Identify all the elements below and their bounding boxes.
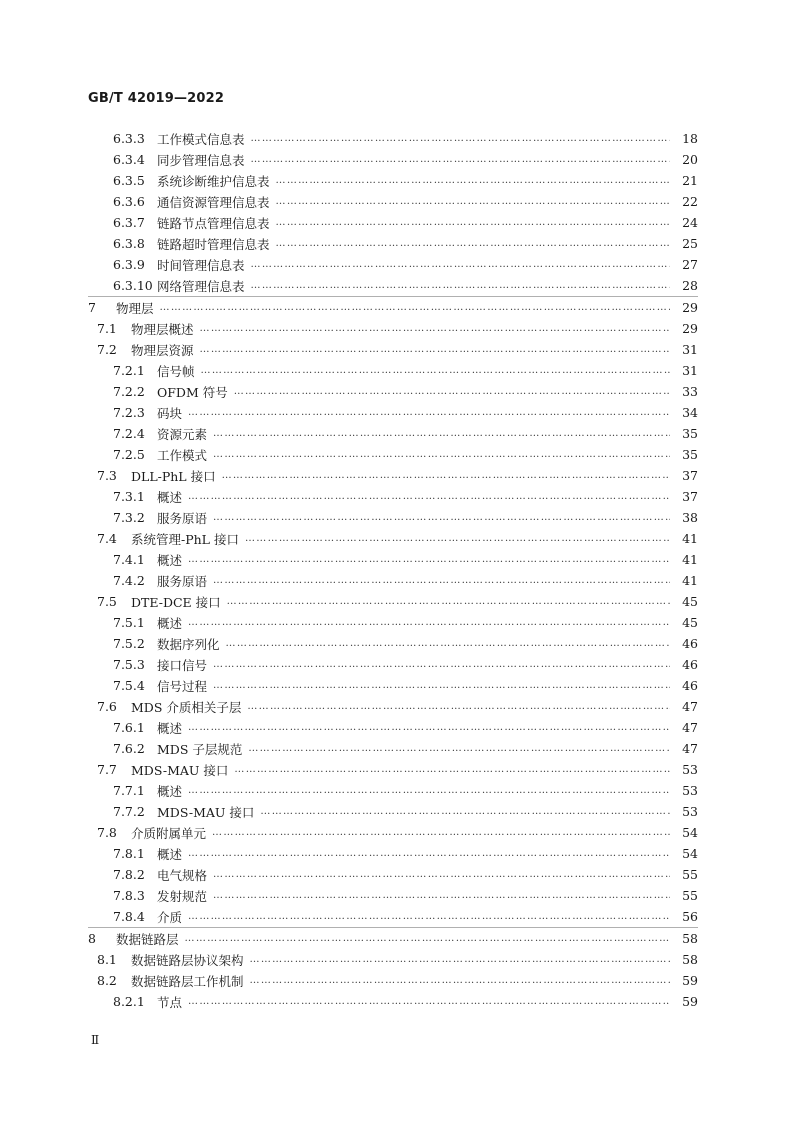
toc-entry[interactable]	[88, 991, 698, 1012]
toc-entry-title: 时间管理信息表	[157, 257, 245, 273]
toc-entry-number: 7.2.3	[113, 405, 145, 420]
toc-dot-leader	[250, 949, 670, 970]
toc-entry-title: 同步管理信息表	[157, 152, 245, 168]
toc-entry-number: 7.6	[97, 699, 117, 714]
toc-entry-title: 数据链路层	[116, 931, 179, 947]
toc-entry-page: 45	[682, 615, 698, 630]
toc-entry[interactable]	[88, 423, 698, 444]
toc-entry-title: 数据序列化	[157, 636, 220, 652]
toc-entry[interactable]	[88, 212, 698, 233]
toc-entry-page: 46	[682, 636, 698, 651]
toc-entry-number: 6.3.6	[113, 194, 145, 209]
toc-entry-number: 7.8.1	[113, 846, 145, 861]
document-id-header: GB/T 42019—2022	[88, 91, 225, 106]
toc-entry[interactable]	[88, 906, 698, 927]
toc-entry-number: 7.5.4	[113, 678, 145, 693]
toc-entry-page: 46	[682, 678, 698, 693]
toc-entry[interactable]	[88, 717, 698, 738]
toc-entry-number: 7.7	[97, 762, 117, 777]
toc-entry-page: 38	[682, 510, 698, 525]
toc-entry[interactable]	[88, 318, 698, 339]
toc-dot-leader	[213, 885, 670, 906]
toc-entry-title: MDS-MAU 接口	[157, 804, 255, 820]
toc-dot-leader	[276, 212, 670, 233]
toc-entry-title: 系统诊断维护信息表	[157, 173, 270, 189]
toc-entry-page: 27	[682, 257, 698, 272]
toc-entry-number: 7.5.1	[113, 615, 145, 630]
toc-entry-number: 7.2.4	[113, 426, 145, 441]
toc-entry-title: 物理层概述	[131, 321, 194, 337]
toc-entry[interactable]	[88, 927, 698, 949]
toc-entry-title: 服务原语	[157, 510, 208, 526]
toc-entry-number: 7.6.1	[113, 720, 145, 735]
toc-entry-title: MDS-MAU 接口	[131, 762, 229, 778]
toc-entry-title: 通信资源管理信息表	[157, 194, 270, 210]
toc-entry-page: 29	[682, 321, 698, 336]
toc-dot-leader	[188, 549, 670, 570]
toc-dot-leader	[188, 612, 670, 633]
toc-entry-number: 8.1	[97, 952, 117, 967]
toc-entry-title: 资源元素	[157, 426, 208, 442]
toc-entry-title: 数据链路层工作机制	[131, 973, 244, 989]
toc-dot-leader	[160, 297, 670, 318]
toc-entry[interactable]	[88, 170, 698, 191]
toc-entry-title: 概述	[157, 615, 183, 631]
toc-entry-number: 7.2	[97, 342, 117, 357]
toc-entry-number: 6.3.4	[113, 152, 145, 167]
toc-entry-page: 45	[682, 594, 698, 609]
toc-entry[interactable]	[88, 570, 698, 591]
toc-entry-number: 6.3.7	[113, 215, 145, 230]
toc-entry[interactable]	[88, 949, 698, 970]
toc-entry-page: 35	[682, 447, 698, 462]
toc-entry-page: 41	[682, 573, 698, 588]
toc-entry-number: 8.2	[97, 973, 117, 988]
toc-dot-leader	[251, 275, 670, 296]
toc-entry[interactable]	[88, 339, 698, 360]
toc-entry-page: 18	[682, 131, 698, 146]
toc-entry-number: 7	[88, 300, 96, 315]
toc-dot-leader	[188, 486, 670, 507]
toc-entry[interactable]	[88, 864, 698, 885]
toc-dot-leader	[226, 633, 670, 654]
toc-dot-leader	[188, 991, 670, 1012]
toc-dot-leader	[201, 360, 670, 381]
toc-entry-page: 21	[682, 173, 698, 188]
toc-entry-title: 网络管理信息表	[157, 278, 245, 294]
toc-dot-leader	[212, 822, 670, 843]
toc-entry-number: 8.2.1	[113, 994, 145, 1009]
toc-entry-page: 37	[682, 468, 698, 483]
toc-entry-number: 7.6.2	[113, 741, 145, 756]
toc-dot-leader	[276, 233, 670, 254]
toc-entry-page: 41	[682, 552, 698, 567]
toc-entry-number: 7.4.1	[113, 552, 145, 567]
toc-dot-leader	[213, 423, 670, 444]
toc-dot-leader	[200, 318, 670, 339]
toc-entry[interactable]	[88, 360, 698, 381]
toc-entry-number: 7.7.1	[113, 783, 145, 798]
toc-entry[interactable]	[88, 486, 698, 507]
toc-entry-title: 链路超时管理信息表	[157, 236, 270, 252]
toc-dot-leader	[250, 970, 670, 991]
toc-entry-title: 码块	[157, 405, 183, 421]
toc-entry[interactable]	[88, 675, 698, 696]
toc-entry[interactable]	[88, 759, 698, 780]
toc-entry[interactable]	[88, 507, 698, 528]
toc-entry-number: 7.3.2	[113, 510, 145, 525]
toc-entry-number: 7.5.2	[113, 636, 145, 651]
toc-entry-number: 7.8	[97, 825, 117, 840]
page-folio: Ⅱ	[91, 1033, 100, 1047]
toc-entry-number: 7.8.4	[113, 909, 145, 924]
toc-dot-leader	[213, 507, 670, 528]
toc-entry[interactable]	[88, 738, 698, 759]
toc-entry-title: 概述	[157, 720, 183, 736]
toc-entry-title: 接口信号	[157, 657, 208, 673]
toc-entry-title: 信号过程	[157, 678, 208, 694]
toc-entry-number: 6.3.5	[113, 173, 145, 188]
toc-entry-page: 47	[682, 699, 698, 714]
toc-entry-number: 7.3	[97, 468, 117, 483]
toc-entry-page: 47	[682, 741, 698, 756]
toc-entry-page: 35	[682, 426, 698, 441]
toc-dot-leader	[185, 928, 670, 949]
toc-entry-number: 6.3.10	[113, 278, 153, 293]
toc-entry-number: 7.5	[97, 594, 117, 609]
toc-entry-page: 37	[682, 489, 698, 504]
toc-entry[interactable]	[88, 402, 698, 423]
toc-entry-number: 7.2.1	[113, 363, 145, 378]
toc-entry-title: 物理层资源	[131, 342, 194, 358]
toc-entry-title: 链路节点管理信息表	[157, 215, 270, 231]
toc-dot-leader	[251, 128, 670, 149]
toc-entry-page: 53	[682, 783, 698, 798]
toc-dot-leader	[276, 191, 670, 212]
toc-entry[interactable]	[88, 633, 698, 654]
toc-entry-page: 54	[682, 846, 698, 861]
toc-dot-leader	[234, 381, 670, 402]
toc-entry-title: 工作模式信息表	[157, 131, 245, 147]
toc-entry-title: 发射规范	[157, 888, 208, 904]
toc-entry-page: 24	[682, 215, 698, 230]
toc-entry-title: 系统管理-PhL 接口	[131, 531, 239, 547]
toc-entry[interactable]	[88, 528, 698, 549]
toc-entry[interactable]	[88, 696, 698, 717]
toc-entry-page: 33	[682, 384, 698, 399]
toc-entry-title: MDS 子层规范	[157, 741, 243, 757]
toc-entry[interactable]	[88, 801, 698, 822]
toc-entry-number: 7.8.3	[113, 888, 145, 903]
toc-dot-leader	[222, 465, 670, 486]
toc-entry[interactable]	[88, 822, 698, 843]
toc-entry-page: 55	[682, 867, 698, 882]
toc-entry[interactable]	[88, 191, 698, 212]
toc-dot-leader	[188, 906, 670, 927]
toc-entry-page: 31	[682, 363, 698, 378]
toc-entry[interactable]	[88, 254, 698, 275]
toc-entry-title: 节点	[157, 994, 183, 1010]
toc-entry[interactable]	[88, 444, 698, 465]
toc-entry-page: 53	[682, 762, 698, 777]
toc-dot-leader	[251, 254, 670, 275]
toc-entry-title: DLL-PhL 接口	[131, 468, 216, 484]
toc-entry-number: 7.4.2	[113, 573, 145, 588]
toc-entry-page: 53	[682, 804, 698, 819]
toc-entry-title: 介质附属单元	[131, 825, 207, 841]
toc-dot-leader	[248, 738, 670, 759]
toc-entry-page: 41	[682, 531, 698, 546]
toc-entry[interactable]	[88, 591, 698, 612]
toc-entry-title: DTE-DCE 接口	[131, 594, 221, 610]
toc-dot-leader	[245, 528, 670, 549]
toc-entry-number: 8	[88, 931, 96, 946]
toc-entry-page: 59	[682, 994, 698, 1009]
toc-dot-leader	[188, 843, 670, 864]
toc-entry-title: MDS 介质相关子层	[131, 699, 242, 715]
toc-entry-number: 6.3.9	[113, 257, 145, 272]
toc-entry-title: 服务原语	[157, 573, 208, 589]
toc-entry-page: 56	[682, 909, 698, 924]
toc-entry-number: 7.2.2	[113, 384, 145, 399]
toc-entry-page: 46	[682, 657, 698, 672]
toc-entry-title: OFDM 符号	[157, 384, 228, 400]
toc-entry[interactable]	[88, 128, 698, 149]
toc-entry-page: 47	[682, 720, 698, 735]
toc-entry-title: 物理层	[116, 300, 154, 316]
toc-entry-page: 28	[682, 278, 698, 293]
toc-entry-page: 34	[682, 405, 698, 420]
toc-entry-page: 31	[682, 342, 698, 357]
toc-entry-number: 7.4	[97, 531, 117, 546]
toc-dot-leader	[188, 780, 670, 801]
toc-entry-title: 概述	[157, 489, 183, 505]
toc-dot-leader	[213, 570, 670, 591]
toc-dot-leader	[276, 170, 670, 191]
toc-entry-page: 59	[682, 973, 698, 988]
toc-entry[interactable]	[88, 381, 698, 402]
toc-dot-leader	[188, 402, 670, 423]
toc-entry-title: 工作模式	[157, 447, 208, 463]
toc-entry-page: 25	[682, 236, 698, 251]
toc-entry[interactable]	[88, 780, 698, 801]
toc-entry-number: 7.2.5	[113, 447, 145, 462]
toc-entry-number: 7.8.2	[113, 867, 145, 882]
toc-entry-title: 概述	[157, 783, 183, 799]
toc-entry[interactable]	[88, 233, 698, 254]
toc-entry[interactable]	[88, 465, 698, 486]
toc-dot-leader	[213, 675, 670, 696]
table-of-contents	[88, 128, 698, 1012]
toc-entry-number: 6.3.8	[113, 236, 145, 251]
toc-entry[interactable]	[88, 885, 698, 906]
toc-dot-leader	[247, 696, 670, 717]
toc-entry[interactable]	[88, 612, 698, 633]
toc-entry-number: 7.5.3	[113, 657, 145, 672]
toc-dot-leader	[213, 654, 670, 675]
toc-entry[interactable]	[88, 296, 698, 318]
toc-entry-page: 54	[682, 825, 698, 840]
toc-dot-leader	[200, 339, 670, 360]
toc-entry[interactable]	[88, 275, 698, 296]
toc-dot-leader	[227, 591, 670, 612]
toc-entry-page: 20	[682, 152, 698, 167]
toc-entry-title: 数据链路层协议架构	[131, 952, 244, 968]
toc-entry-page: 58	[682, 952, 698, 967]
toc-entry-page: 58	[682, 931, 698, 946]
toc-entry[interactable]	[88, 654, 698, 675]
toc-entry[interactable]	[88, 970, 698, 991]
toc-entry-title: 概述	[157, 846, 183, 862]
toc-dot-leader	[213, 864, 670, 885]
toc-dot-leader	[188, 717, 670, 738]
toc-entry-number: 6.3.3	[113, 131, 145, 146]
toc-entry-page: 29	[682, 300, 698, 315]
toc-entry-page: 55	[682, 888, 698, 903]
toc-entry-title: 电气规格	[157, 867, 208, 883]
toc-entry[interactable]	[88, 149, 698, 170]
toc-entry-title: 介质	[157, 909, 183, 925]
toc-entry[interactable]	[88, 843, 698, 864]
toc-entry-number: 7.3.1	[113, 489, 145, 504]
toc-entry[interactable]	[88, 549, 698, 570]
toc-entry-number: 7.7.2	[113, 804, 145, 819]
toc-dot-leader	[260, 801, 670, 822]
toc-entry-number: 7.1	[97, 321, 117, 336]
toc-entry-title: 概述	[157, 552, 183, 568]
toc-dot-leader	[234, 759, 670, 780]
toc-entry-title: 信号帧	[157, 363, 195, 379]
toc-dot-leader	[251, 149, 670, 170]
toc-dot-leader	[213, 444, 670, 465]
toc-entry-page: 22	[682, 194, 698, 209]
